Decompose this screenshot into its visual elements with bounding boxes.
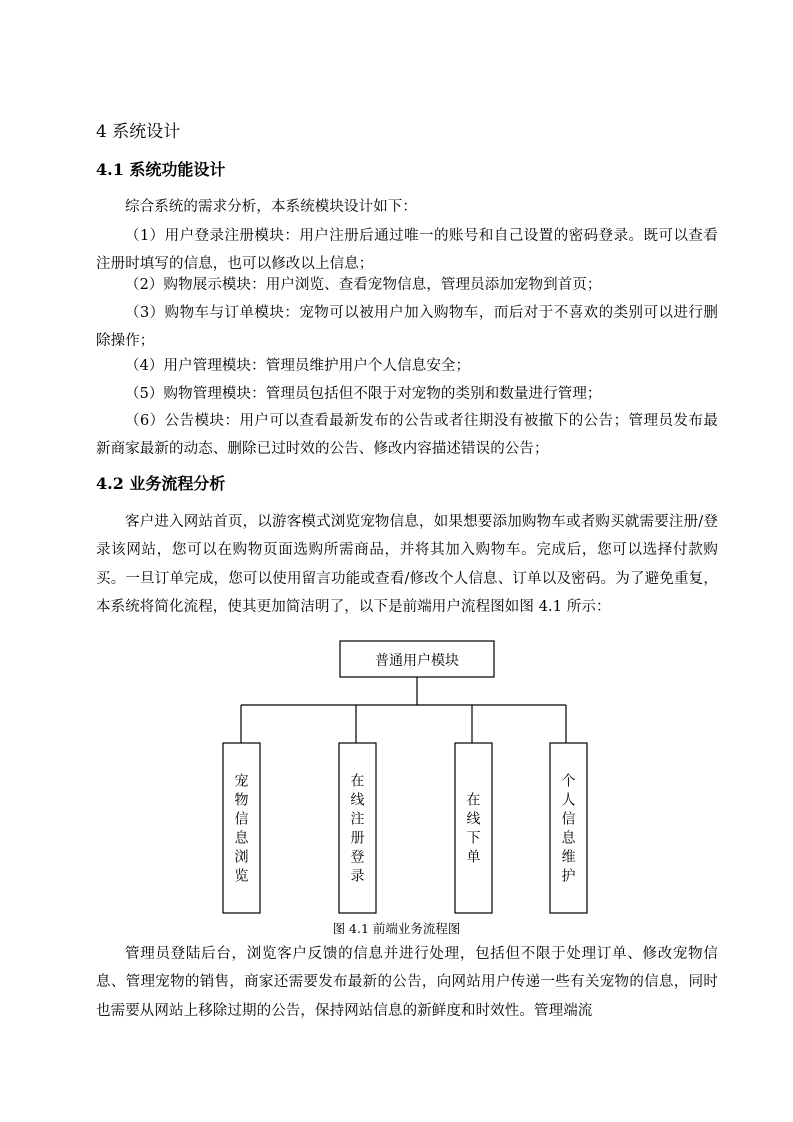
box-label-register-char: 登: [350, 849, 365, 866]
box-label-profile-char: 信: [561, 811, 576, 828]
chapter-heading: 4 系统设计: [96, 122, 181, 142]
section-heading-4-2: 4.2 业务流程分析: [96, 474, 226, 493]
module-item-6: （6）公告模块：用户可以查看最新发布的公告或者往期没有被撤下的公告；管理员发布最新商家最新的动态、删除已过时效的公告、修改内容描述错误的公告；: [96, 413, 718, 458]
box-label-order-char: 线: [466, 811, 481, 828]
box-profile: [550, 743, 587, 913]
box-label-profile-char: 维: [561, 849, 576, 866]
box-label-order-char: 单: [466, 849, 481, 866]
box-register: [339, 743, 376, 913]
box-label-profile-char: 人: [561, 792, 576, 809]
module-item-5: （5）购物管理模块：管理员包括但不限于对宠物的类别和数量进行管理；: [125, 386, 602, 402]
module-item-1: （1）用户登录注册模块：用户注册后通过唯一的账号和自己设置的密码登录。既可以查看注册时填写的信息，也可以修改以上信息；: [96, 228, 718, 273]
box-label-profile-char: 息: [561, 830, 576, 847]
module-item-3: （3）购物车与订单模块：宠物可以被用户加入购物车，而后对于不喜欢的类别可以进行删除操作；: [96, 305, 718, 350]
section-heading-4-1: 4.1 系统功能设计: [96, 160, 226, 179]
child-labels: [235, 774, 577, 885]
box-label-browse-char: 信: [234, 811, 249, 828]
box-label-order-char: 下: [466, 830, 481, 847]
box-label-browse-char: 物: [234, 792, 249, 809]
box-label-register-char: 册: [350, 830, 365, 847]
box-label-browse-char: 浏: [234, 849, 249, 866]
box-label-browse-char: 宠: [234, 773, 249, 790]
box-label-profile-char: 护: [561, 868, 576, 885]
box-label-browse-char: 览: [234, 868, 249, 885]
module-item-4: （4）用户管理模块：管理员维护用户个人信息安全；: [125, 358, 471, 374]
module-item-2: （2）购物展示模块：用户浏览、查看宠物信息，管理员添加宠物到首页；: [125, 277, 602, 293]
intro-paragraph: 综合系统的需求分析，本系统模块设计如下：: [125, 199, 417, 215]
box-label-register-char: 在: [350, 773, 365, 790]
box-label-profile-char: 个: [561, 773, 576, 790]
box-browse: [223, 743, 260, 913]
box-label-register-char: 线: [350, 792, 365, 809]
box-order: [455, 743, 492, 913]
box-label-browse-char: 息: [234, 830, 249, 847]
flow-paragraph: 客户进入网站首页，以游客模式浏览宠物信息，如果想要添加购物车或者购买就需要注册/登录该网站，您可以在购物页面选购所需商品，并将其加入购物车。完成后，您可以选择付款购买。一旦订单完成，您可以使用留言功能或查看/修改个人信息、订单以及密码。为了避免重复，本系统将简化流程，使其更加简洁明了，以下是前端用户流程图如图 4.1 所示：: [96, 514, 718, 615]
figure-caption: 图 4.1 前端业务流程图: [332, 921, 461, 936]
root-label: 普通用户模块: [375, 653, 459, 669]
box-label-register-char: 注: [350, 811, 365, 828]
admin-paragraph: 管理员登陆后台，浏览客户反馈的信息并进行处理，包括但不限于处理订单、修改宠物信息、管理宠物的销售，商家还需要发布最新的公告，向网站用户传递一些有关宠物的信息，同时也需要从网站上移除过期的公告，保持网站信息的新鲜度和时效性。管理端流: [96, 946, 718, 1019]
box-label-register-char: 录: [350, 868, 365, 885]
box-label-order-char: 在: [466, 792, 481, 809]
